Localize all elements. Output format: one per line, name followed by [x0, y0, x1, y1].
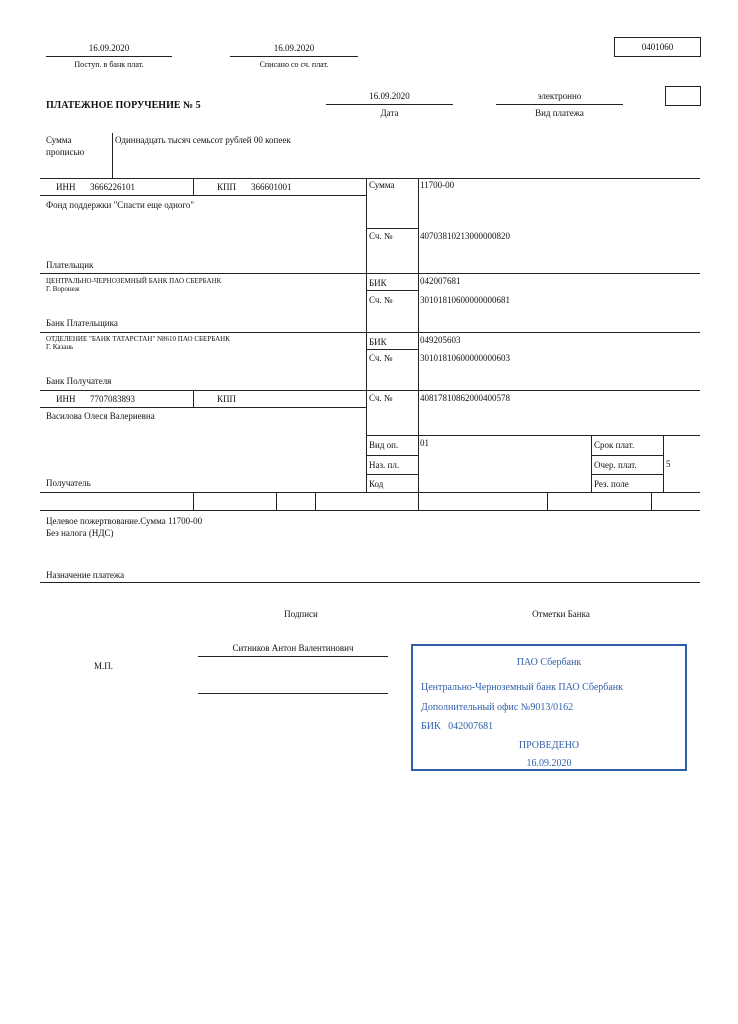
payee-inn-label: ИНН [56, 394, 76, 404]
grid-line-payee-bank-bottom [40, 390, 700, 391]
grid-line-payee-inn-bottom [40, 407, 366, 408]
amount-words-value: Одиннадцать тысяч семьсот рублей 00 копеек [115, 135, 291, 145]
grid-line-inn-bottom [40, 195, 366, 196]
payer-bik-label: БИК [369, 278, 387, 288]
payer-account: 40703810213000000820 [420, 231, 510, 241]
payment-type-line [496, 104, 623, 105]
purpose-line-2: Без налога (НДС) [46, 528, 114, 538]
reserve-label: Рез. поле [594, 479, 629, 489]
payee-bank-account: 30101810600000000603 [420, 353, 510, 363]
payee-name: Василова Олеся Валериевна [46, 411, 155, 421]
amount-words-label-1: Сумма [46, 135, 72, 145]
amount-words-label-2: прописью [46, 147, 85, 157]
payer-name: Фонд поддержки "Спасти еще одного" [46, 200, 195, 210]
grid-line-payee-bik-bottom [366, 349, 418, 350]
grid-payee-inn-divider [193, 390, 194, 407]
payee-bank-name: ОТДЕЛЕНИЕ "БАНК ТАТАРСТАН" N8610 ПАО СБЕРБАНК [46, 335, 230, 343]
debited-date-line [230, 56, 358, 57]
form-code: 0401060 [641, 42, 674, 52]
payer-inn-label: ИНН [56, 182, 76, 192]
payer-kpp: 366601001 [251, 182, 292, 192]
order-date-line [326, 104, 453, 105]
tax-field-divider-5 [547, 492, 548, 510]
stamp-place-label: М.П. [94, 661, 114, 671]
grid-line-priority-bottom [591, 474, 663, 475]
tax-field-divider-4 [418, 492, 419, 510]
purpose-line-1: Целевое пожертвование.Сумма 11700-00 [46, 516, 203, 526]
tax-field-divider-1 [193, 492, 194, 510]
priority-value: 5 [666, 459, 671, 469]
grid-codes-value-divider [663, 435, 664, 492]
debited-date-label: Списано со сч. плат. [259, 60, 329, 69]
payer-kpp-label: КПП [217, 182, 237, 192]
op-type-value: 01 [420, 438, 429, 448]
payee-bank-account-label: Сч. № [369, 353, 393, 363]
grid-line-codes-top [366, 435, 700, 436]
bank-stamp [411, 644, 687, 771]
payee-bank-city: Г. Казань [46, 343, 74, 351]
order-date-label: Дата [380, 108, 399, 118]
payer-inn: 3666226101 [90, 182, 135, 192]
grid-inn-divider [193, 178, 194, 195]
payer-bank-city: Г. Воронеж [46, 285, 80, 293]
order-date: 16.09.2020 [369, 91, 410, 101]
op-type-label: Вид оп. [369, 440, 399, 450]
purpose-code-label: Наз. пл. [369, 460, 400, 470]
payer-bank-name: ЦЕНТРАЛЬНО-ЧЕРНОЗЕМНЫЙ БАНК ПАО СБЕРБАНК [46, 277, 222, 285]
sum-value: 11700-00 [420, 180, 455, 190]
grid-line-op-bottom [366, 455, 418, 456]
grid-line-payer-bank-bottom [40, 332, 700, 333]
purpose-label: Назначение платежа [46, 570, 125, 580]
signature-line-2 [198, 693, 388, 694]
payee-bik-label: БИК [369, 337, 387, 347]
signer-name: Ситников Антон Валентинович [232, 643, 354, 653]
payer-bank-account-label: Сч. № [369, 295, 393, 305]
stamp-office: Дополнительный офис №9013/0162 [421, 702, 574, 713]
payee-kpp-label: КПП [217, 394, 237, 404]
debited-date: 16.09.2020 [273, 43, 315, 53]
grid-line-payee-bottom [40, 492, 700, 493]
stamp-status: ПРОВЕДЕНО [518, 740, 580, 751]
payee-label: Получатель [46, 478, 91, 488]
priority-label: Очер. плат. [594, 460, 637, 470]
payer-bik: 042007681 [420, 276, 461, 286]
received-date-line [46, 56, 172, 57]
signatures-label: Подписи [284, 609, 318, 619]
grid-line-payer-bottom [40, 273, 700, 274]
stamp-bank: ПАО Сбербанк [516, 657, 582, 668]
payer-label: Плательщик [46, 260, 94, 270]
stamp-date: 16.09.2020 [526, 758, 572, 769]
bank-marks-label: Отметки Банка [532, 609, 590, 619]
payee-inn: 7707083893 [90, 394, 135, 404]
amount-words-divider [112, 133, 113, 178]
received-date-label: Поступ. в банк плат. [74, 60, 144, 69]
payer-account-label: Сч. № [369, 231, 393, 241]
payment-type: электронно [537, 91, 582, 101]
due-label: Срок плат. [594, 440, 635, 450]
grid-line-inn-top [40, 178, 700, 179]
grid-line-payer-bik-bottom [366, 290, 418, 291]
purpose-bottom-line [40, 582, 700, 583]
payment-code-box [665, 86, 701, 106]
grid-line-purpose-code-bottom [366, 474, 418, 475]
signature-line-1 [198, 656, 388, 657]
grid-main-vertical [366, 178, 367, 492]
payee-bank-label: Банк Получателя [46, 376, 112, 386]
grid-codes-right-divider [591, 435, 592, 492]
payer-bank-label: Банк Плательщика [46, 318, 118, 328]
grid-line-sum-bottom [366, 228, 418, 229]
received-date: 16.09.2020 [88, 43, 130, 53]
tax-field-divider-3 [315, 492, 316, 510]
payee-account-label: Сч. № [369, 393, 393, 403]
payment-type-label: Вид платежа [535, 108, 584, 118]
document-title: ПЛАТЕЖНОЕ ПОРУЧЕНИЕ № 5 [46, 100, 201, 111]
payer-bank-account: 30101810600000000681 [420, 295, 510, 305]
sum-label: Сумма [369, 180, 395, 190]
stamp-bik: БИК 042007681 [421, 721, 494, 732]
grid-line-due-bottom [591, 455, 663, 456]
payee-bik: 049205603 [420, 335, 461, 345]
tax-field-divider-6 [651, 492, 652, 510]
tax-field-divider-2 [276, 492, 277, 510]
tax-fields-bottom [40, 510, 700, 511]
grid-value-vertical [418, 178, 419, 492]
code-label: Код [369, 479, 384, 489]
stamp-branch: Центрально-Черноземный банк ПАО Сбербанк [421, 682, 624, 693]
payee-account: 40817810862000400578 [420, 393, 510, 403]
